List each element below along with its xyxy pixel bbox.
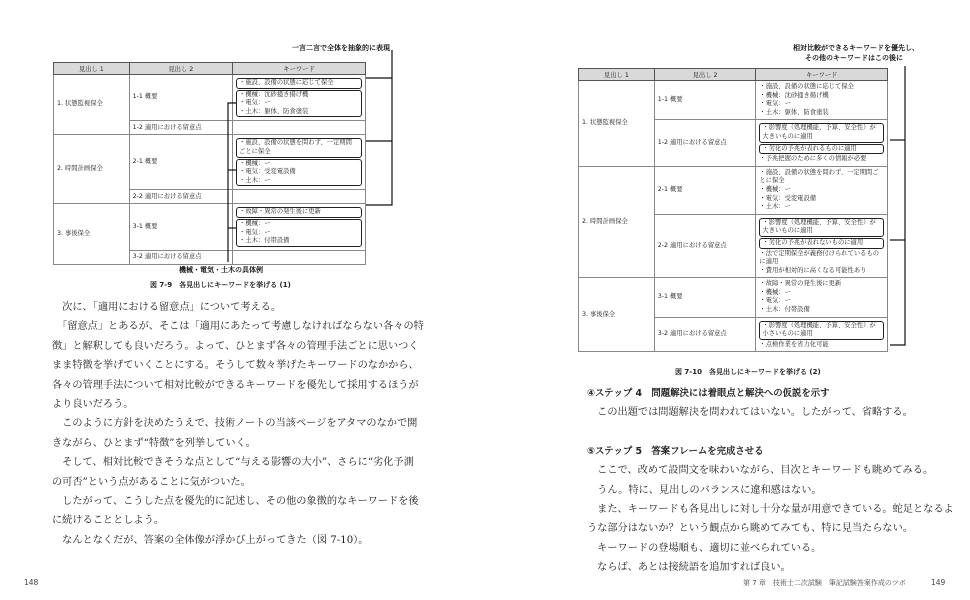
text-line: 各々の管理手法について相対比較ができるキーワードを優先して採用するほうが [52, 379, 419, 391]
keyword-text: ・土木：付帯設備 [759, 306, 810, 314]
keyword-text: ・機械：ー [759, 288, 791, 296]
example-box [236, 159, 362, 187]
table-header-row [579, 69, 888, 81]
callout-line-top [366, 50, 392, 78]
summary-box [236, 78, 362, 89]
table-row [54, 204, 366, 250]
header-cell: 見出し 2 [129, 63, 232, 75]
text-line: そして、相対比較できそうな点として“与える影響の大小”、さらに“劣化予測 [52, 457, 414, 469]
keyword-cell [756, 278, 888, 317]
figure-right-caption: 図 7-10 各見出しにキーワードを挙げる (2) [675, 368, 821, 376]
summary-box [236, 138, 362, 157]
left-body-text [52, 298, 452, 550]
text-line: なんとなくだが、答案の全体像が浮かび上がってきた（図 7-10）。 [52, 534, 369, 546]
text-line: キーワードの登場順も、適切に並べられている。 [587, 542, 822, 554]
keyword-text: ・施設、設備の状態を問わず、一定期間 [239, 139, 352, 147]
callout-line: 相対比較ができるキーワードを優先し、 [793, 44, 919, 52]
text-line: きながら、ひとまず“特徴”を列挙していく。 [52, 437, 256, 449]
right-page [485, 0, 970, 600]
keyword-text: ・電気：ー [759, 100, 791, 108]
figure-left-callout-top: 一言二言で全体を抽象的に表現 [292, 44, 390, 52]
keyword-text: ・法で定期保全が義務付けられているものに適用 [759, 249, 880, 266]
priority-box: ・劣化の予兆が表れるものに適用 [759, 144, 884, 155]
keyword-text: ・機械：沈砂掻き揚げ機 [759, 91, 829, 99]
keyword-text: ・土木：躯体、防食塗装 [239, 107, 309, 115]
header-cell: 見出し 2 [654, 69, 756, 81]
heading2-cell: 1-2 適用における留意点 [654, 120, 756, 166]
figure-left-caption: 図 7-9 各見出しにキーワードを挙げる (1) [150, 281, 291, 289]
page-number-right: 149 [931, 578, 946, 587]
keyword-text: ・電気：受変電設備 [239, 168, 296, 176]
callout-line-top [366, 78, 392, 141]
keyword-cell-empty [233, 250, 366, 264]
text-line: この出題では問題解決を問われてはいない。したがって、省略する。 [587, 407, 913, 419]
heading1-cell: 1. 状態監視保全 [54, 75, 130, 135]
keyword-cell [756, 317, 888, 352]
text-line: の可否”という点があることに気がついた。 [52, 476, 251, 488]
callout-line-top [366, 141, 392, 205]
spacer [587, 423, 957, 442]
priority-box: ・影響度（処理機能、予算、安全性）が大きいものに適用 [759, 123, 884, 142]
keyword-text: ・施設、設備の状態に応じて保全 [759, 83, 854, 90]
keyword-cell [756, 120, 888, 166]
keyword-cell [233, 204, 366, 250]
right-body-text [587, 384, 957, 578]
keyword-text: ・点検作業を省力化可能 [759, 340, 829, 348]
heading2-cell: 2-1 概要 [654, 166, 756, 214]
heading2-cell: 2-2 適用における留意点 [654, 214, 756, 278]
heading1-cell: 2. 時間計画保全 [579, 166, 655, 278]
text-line: に続けることとしよう。 [52, 515, 165, 527]
keyword-text: ・予兆把握のために多くの情報が必要 [759, 155, 867, 163]
header-cell: キーワード [756, 69, 888, 81]
keyword-cell-empty [233, 190, 366, 204]
keyword-text: ・土木：ー [759, 203, 791, 211]
keyword-text: ・機械：ー [239, 219, 271, 227]
table-row [579, 166, 888, 214]
keyword-cell [233, 75, 366, 121]
text-line: 次に、「適用における留意点」について考える。 [52, 302, 282, 313]
table-row [54, 75, 366, 121]
keyword-cell-empty [233, 121, 366, 135]
heading2-cell: 3-2 適用における留意点 [654, 317, 756, 352]
table-row [579, 81, 888, 120]
keyword-cell [233, 135, 366, 190]
keyword-text: ・電気：ー [759, 297, 791, 305]
priority-box: ・劣化の予兆が表れないものに適用 [759, 238, 884, 249]
keyword-text: ・故障・異常の発生後に更新 [759, 280, 842, 288]
heading1-cell: 1. 状態監視保全 [579, 81, 655, 167]
text-line: ここで、改めて設問文を味わいながら、目次とキーワードも眺めてみる。 [587, 465, 934, 477]
header-cell: 見出し 1 [54, 63, 130, 75]
table-row [579, 278, 888, 317]
heading1-cell: 3. 事後保全 [54, 204, 130, 264]
table-header-row [54, 63, 366, 75]
heading2-cell: 1-2 適用における留意点 [129, 121, 232, 135]
heading2-cell: 1-1 概要 [654, 81, 756, 120]
heading1-cell: 2. 時間計画保全 [54, 135, 130, 204]
keyword-cell [756, 166, 888, 214]
keyword-text: ・機械：ー [239, 159, 271, 167]
priority-box: ・影響度（処理機能、予算、安全性）が大きいものに適用 [759, 218, 884, 237]
keyword-cell [756, 214, 888, 278]
priority-box: ・影響度（処理機能、予算、安全性）が小さいものに適用 [759, 321, 884, 340]
text-line: したがって、こうした点を優先的に記述し、その他の象徴的なキーワードを後 [52, 496, 419, 508]
text-line: また、キーワードも各見出しに対し十分な量が用意できている。蛇足となるよ [587, 504, 954, 516]
figure-right-table [578, 68, 888, 352]
keyword-text: ・土木：ー [239, 176, 271, 184]
section-heading: ④ステップ 4 問題解決には着眼点と解決への仮説を示す [587, 388, 830, 399]
heading1-cell: 3. 事後保全 [579, 278, 655, 352]
example-box [236, 90, 362, 118]
heading2-cell: 3-2 適用における留意点 [129, 250, 232, 264]
figure-left-table [53, 62, 366, 265]
keyword-text: ・施設、設備の状態に応じて保全 [239, 79, 334, 86]
keyword-text: ・電気：ー [239, 228, 271, 236]
running-footer: 第 7 章 技術士二次試験 筆記試験答案作成のツボ [743, 579, 906, 587]
heading2-cell: 2-1 概要 [129, 135, 232, 190]
heading2-cell: 3-1 概要 [129, 204, 232, 250]
text-line: ならば、あとは接続語を追加すれば良い。 [587, 562, 791, 574]
summary-box [236, 207, 362, 218]
heading2-cell: 2-2 適用における留意点 [129, 190, 232, 204]
keyword-text: ・電気：受変電設備 [759, 194, 817, 202]
heading2-cell: 3-1 概要 [654, 278, 756, 317]
header-cell: 見出し 1 [579, 69, 655, 81]
section-heading: ⑤ステップ 5 答案フレームを完成させる [587, 445, 764, 457]
keyword-text: ・機械：ー [759, 185, 791, 193]
callout-line [890, 66, 905, 345]
text-line: より良いだろう。 [52, 399, 134, 411]
keyword-text: ・土木：付帯設備 [239, 237, 290, 245]
keyword-text: ・機械：沈砂掻き揚げ機 [239, 90, 309, 98]
keyword-text: ・施設、設備の状態を問わず、一定期間ごとに保全 [759, 168, 879, 185]
keyword-text: ・費用が相対的に高くなる可能性あり [759, 266, 867, 274]
keyword-text: ごとに保全 [239, 147, 271, 155]
header-cell: キーワード [233, 63, 366, 75]
table-row [54, 135, 366, 190]
text-line: 徴」と解釈しても良いだろう。よって、ひとまず各々の管理手法ごとに思いつく [52, 340, 419, 352]
keyword-text: ・電気：ー [239, 99, 271, 107]
keyword-text: ・故障・異常の発生後に更新 [239, 208, 321, 216]
figure-right-callout [793, 43, 919, 63]
page-number-left: 148 [24, 578, 39, 587]
example-box [236, 219, 362, 247]
text-line: まま特徴を挙げていくことにする。そうして数々挙げたキーワードのなかから、 [52, 360, 419, 372]
text-line: うな部分はないか？という観点から眺めてみても、特に見当たらない。 [587, 523, 913, 535]
text-line: うん。特に、見出しのバランスに違和感はない。 [587, 484, 822, 496]
keyword-cell [756, 81, 888, 120]
text-line: このように方針を決めたうえで、技術ノートの当該ページをアタマのなかで開 [52, 418, 418, 430]
callout-line: その他のキーワードはこの後に [805, 54, 903, 62]
figure-left-callout-bottom: 機械・電気・土木の具体例 [179, 266, 263, 274]
keyword-text: ・土木：躯体、防食塗装 [759, 108, 829, 116]
text-line: 「留意点」とあるが、そこは「適用にあたって考慮しなければならない各々の特 [52, 321, 424, 333]
heading2-cell: 1-1 概要 [129, 75, 232, 121]
